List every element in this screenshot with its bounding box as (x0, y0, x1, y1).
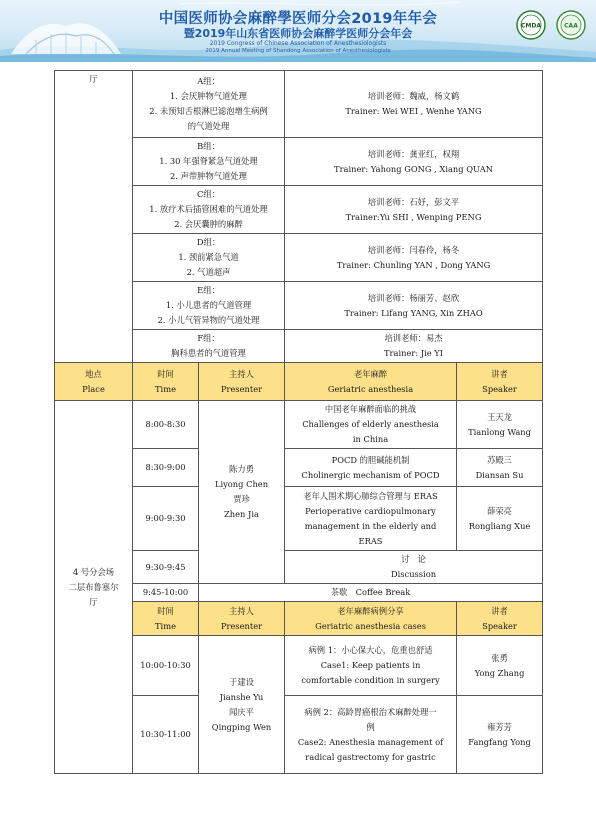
presenter-cell: 陈力勇 Liyong Chen 贾珍 Zhen Jia (199, 401, 285, 584)
group-topics: F组： 胸科患者的气道管理 (133, 330, 285, 363)
cmda-logo-icon (516, 10, 546, 40)
break-cell: 茶歇 Coffee Break (199, 584, 543, 602)
group-topics: D组： 1. 颈前紧急气道 2. 气道超声 (133, 234, 285, 282)
topic-cell: 中国老年麻醉面临的挑战 Challenges of elderly anesthesia in China (285, 401, 457, 449)
cmda-logo-text: CMDA (521, 22, 541, 30)
time-cell: 8:30-9:00 (133, 449, 199, 487)
groups-place-cell: 厅 (55, 71, 133, 363)
header-topic: 老年麻醉 Geriatric anesthesia (285, 363, 457, 401)
time-cell: 8:00-8:30 (133, 401, 199, 449)
group-trainer: 培训老师：易杰 Trainer: Jie YI (285, 330, 543, 363)
speaker-cell: 薛荣亮 Rongliang Xue (457, 487, 543, 551)
group-topics: A组： 1. 会厌肿物气道处理 2. 未预知舌根淋巴滤泡增生病例 的气道处理 (133, 71, 285, 138)
caa-logo-icon (556, 10, 586, 40)
venue-cell: 4 号分会场 二层布鲁塞尔 厅 (55, 401, 133, 774)
presenter-cell: 于建设 Jianshe Yu 闻庆平 Qingping Wen (199, 636, 285, 774)
banner-subtitle: 暨2019年山东省医师协会麻醉学医师分会年会 (183, 27, 413, 40)
speaker-cell: 苏殿三 Diansan Su (457, 449, 543, 487)
banner-subtitle-en: 2019 Annual Meeting of Shandong Association of Anesthesiologists (205, 48, 391, 54)
group-topics: C组： 1. 放疗术后插管困难的气道处理 2. 会厌囊肿的麻醉 (133, 186, 285, 234)
topic-cell: 老年人围术期心肺综合管理与 ERAS Perioperative cardiopulmonary management in the elderly and ERAS (285, 487, 457, 551)
banner-title: 中国医师协会麻醉學医师分会2019年年会 (158, 11, 438, 27)
table-header-row (55, 363, 543, 401)
topic-cell: 病例 2：高龄胃癌根治术麻醉处理一 例 Case2: Anesthesia management of radical gastrectomy for gastric (285, 696, 457, 774)
speaker-cell: 雍芳芳 Fangfang Yong (457, 696, 543, 774)
header-speaker: 讲者 Speaker (457, 602, 543, 636)
group-trainer: 培训老师：魏威，杨文鹤 Trainer: Wei WEI , Wenhe YANG (285, 71, 543, 138)
topic-cell: 病例 1：小心保大心，危重也舒适 Case1: Keep patients in comfortable condition in surgery (285, 636, 457, 696)
header-presenter: 主持人 Presenter (199, 602, 285, 636)
topic-cell: POCD 的胆碱能机制 Cholinergic mechanism of POCD (285, 449, 457, 487)
time-cell: 9:30-9:45 (133, 551, 199, 584)
time-cell: 9:45-10:00 (133, 584, 199, 602)
schedule-table (54, 70, 543, 774)
header-time: 时间 Time (133, 363, 199, 401)
discussion-cell: 讨 论 Discussion (285, 551, 543, 584)
caa-logo-text: CAA (564, 22, 578, 30)
header-presenter: 主持人 Presenter (199, 363, 285, 401)
speaker-cell: 张勇 Yong Zhang (457, 636, 543, 696)
speaker-cell: 王天龙 Tianlong Wang (457, 401, 543, 449)
table-row (55, 401, 543, 449)
group-row (55, 71, 543, 138)
group-topics: E组： 1. 小儿患者的气道管理 2. 小儿气管异物的气道处理 (133, 282, 285, 330)
time-cell: 10:30-11:00 (133, 696, 199, 774)
header-speaker: 讲者 Speaker (457, 363, 543, 401)
time-cell: 10:00-10:30 (133, 636, 199, 696)
banner-title-en: 2019 Congress of Chinese Association of Anesthesiologists (209, 40, 387, 47)
group-trainer: 培训老师：石妤，彭文平 Trainer:Yu SHI , Wenping PENG (285, 186, 543, 234)
header-banner (0, 0, 596, 62)
time-cell: 9:00-9:30 (133, 487, 199, 551)
group-trainer: 培训老师：闫春伶，杨冬 Trainer: Chunling YAN , Dong YANG (285, 234, 543, 282)
header-topic: 老年麻醉病例分享 Geriatric anesthesia cases (285, 602, 457, 636)
group-topics: B组： 1. 30 年强脊紧急气道处理 2. 声带肿物气道处理 (133, 138, 285, 186)
header-place: 地点 Place (55, 363, 133, 401)
group-trainer: 培训老师：杨丽芳、赵欣 Trainer: Lifang YANG, Xin ZHAO (285, 282, 543, 330)
header-time: 时间 Time (133, 602, 199, 636)
group-trainer: 培训老师：龚亚红，权翔 Trainer: Yahong GONG , Xiang QUAN (285, 138, 543, 186)
